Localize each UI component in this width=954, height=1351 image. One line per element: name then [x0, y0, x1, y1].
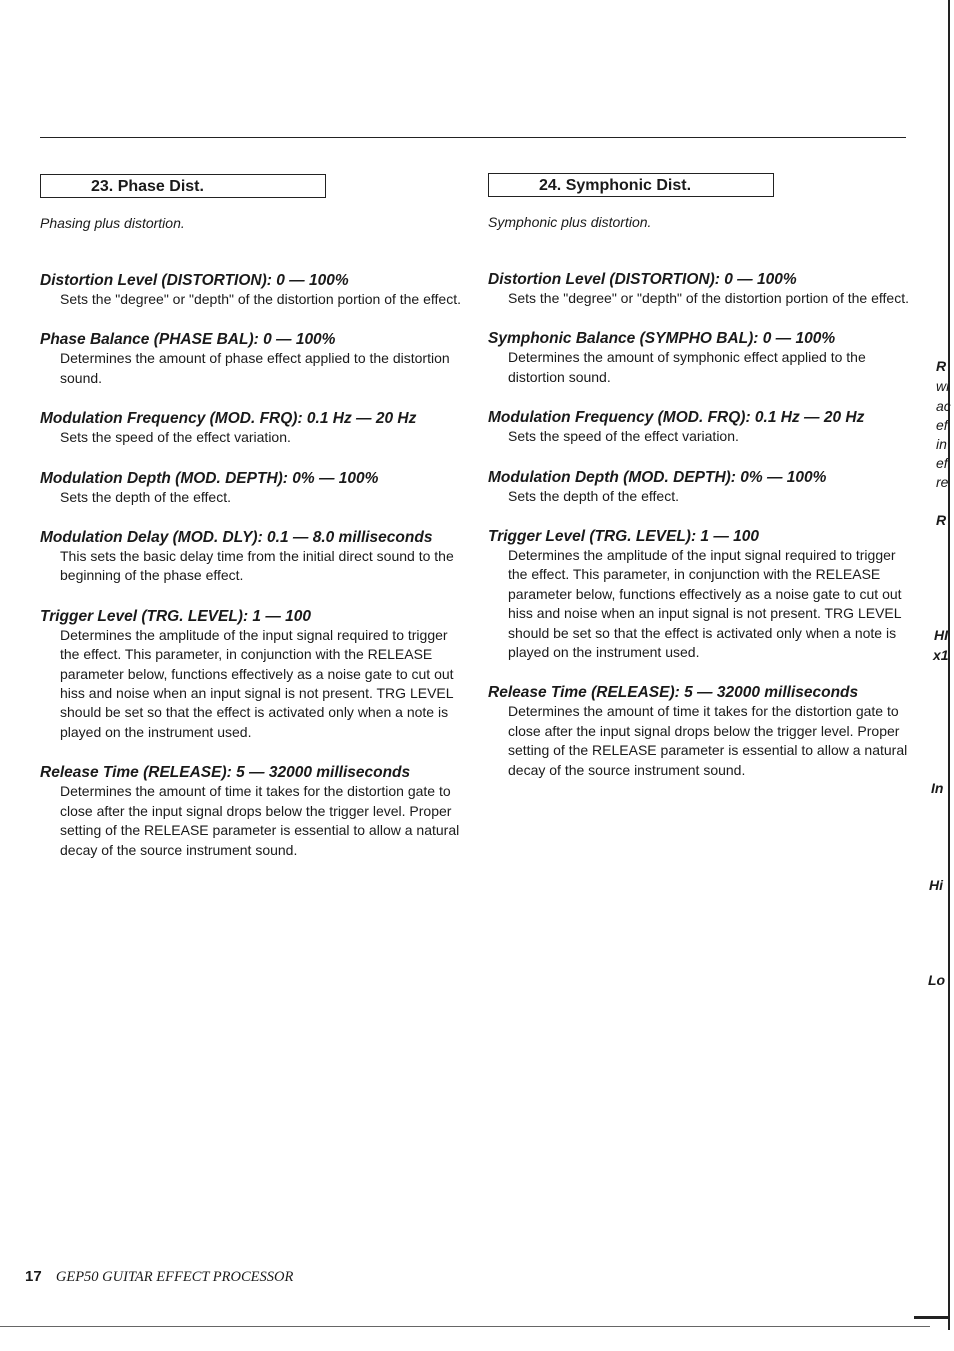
param-description: Sets the "degree" or "depth" of the distortion portion of the effect. [508, 290, 909, 306]
param-title: Trigger Level (TRG. LEVEL): 1 — 100 [488, 528, 760, 546]
param-trigger-level [40, 607, 470, 742]
bleed-text: In [931, 780, 944, 796]
header-rule [40, 137, 906, 138]
section-intro: Phasing plus distortion. [40, 215, 185, 231]
bleed-text: HI [934, 627, 948, 643]
bleed-text: x1 [933, 647, 949, 663]
param-title: Distortion Level (DISTORTION): 0 — 100% [488, 271, 797, 288]
param-distortion-level [488, 270, 918, 308]
param-title: Trigger Level (TRG. LEVEL): 1 — 100 [40, 607, 312, 625]
param-title: Symphonic Balance (SYMPHO BAL): 0 — 100% [488, 330, 836, 348]
param-title: Modulation Depth (MOD. DEPTH): 0% — 100% [40, 469, 379, 487]
bleed-mark [914, 1316, 950, 1319]
bleed-text: ef [936, 455, 948, 471]
param-title: Modulation Delay (MOD. DLY): 0.1 — 8.0 milliseconds [40, 529, 433, 547]
page-footer [25, 1268, 293, 1286]
bleed-text: R [936, 358, 947, 374]
param-description: Sets the depth of the effect. [508, 487, 679, 504]
param-trigger-level [488, 527, 918, 662]
param-modulation-delay [40, 528, 470, 586]
param-description: Sets the speed of the effect variation. [508, 428, 739, 445]
bleed-text: R [936, 512, 947, 528]
section-phase-dist [40, 174, 470, 860]
section-title: 23. Phase Dist. [40, 174, 326, 198]
bleed-text: ac [936, 398, 951, 414]
page-number: 17 [25, 1268, 42, 1285]
footer-title: GEP50 GUITAR EFFECT PROCESSOR [55, 1269, 294, 1285]
param-description: Determines the amplitude of the input signal required to trigger the effect. This parameter, in conjunction with the RELEASE parameter below, functions effectively as a noise gate to cut out hiss and noise when an input signal is not present. TRG LEVEL should be set so that the effect is activated only when a note is played on the instrument used. [508, 547, 902, 661]
param-title: Release Time (RELEASE): 5 — 32000 milliseconds [488, 684, 859, 702]
bleed-text: ef [936, 417, 948, 433]
param-release-time [40, 763, 470, 860]
param-phase-balance [40, 330, 470, 388]
bleed-text: in [936, 436, 947, 452]
param-title: Distortion Level (DISTORTION): 0 — 100% [40, 272, 349, 289]
param-title: Release Time (RELEASE): 5 — 32000 milliseconds [40, 764, 411, 782]
param-title: Modulation Frequency (MOD. FRQ): 0.1 Hz — 20 Hz [488, 409, 865, 427]
footer-rule [0, 1326, 930, 1327]
param-description: Determines the amount of symphonic effect applied to the distortion sound. [508, 349, 866, 385]
param-description: Determines the amplitude of the input signal required to trigger the effect. This parameter, in conjunction with the RELEASE parameter below, functions effectively as a noise gate to cut out hiss and noise when an input signal is not present. TRG LEVEL should be set so that the effect is activated only when a note is played on the instrument used. [60, 626, 454, 740]
param-description: Sets the speed of the effect variation. [60, 429, 291, 446]
param-title: Modulation Depth (MOD. DEPTH): 0% — 100% [488, 468, 827, 486]
param-title: Modulation Frequency (MOD. FRQ): 0.1 Hz — 20 Hz [40, 410, 417, 428]
param-modulation-frequency [488, 408, 918, 446]
bleed-text: wi [936, 378, 950, 394]
section-title: 24. Symphonic Dist. [488, 173, 774, 197]
param-description: This sets the basic delay time from the initial direct sound to the beginning of the phase effect. [60, 548, 454, 584]
param-modulation-depth [488, 468, 918, 506]
param-modulation-depth [40, 469, 470, 507]
param-distortion-level [40, 271, 470, 309]
param-symphonic-balance [488, 329, 918, 387]
section-intro: Symphonic plus distortion. [488, 214, 652, 230]
bleed-text: re [936, 474, 949, 490]
bleed-text: Hi [929, 877, 943, 893]
param-description: Sets the "degree" or "depth" of the distortion portion of the effect. [60, 291, 461, 307]
bleed-text: Lo [928, 972, 946, 988]
param-modulation-frequency [40, 409, 470, 447]
param-description: Determines the amount of time it takes for the distortion gate to close after the input signal drops below the trigger level. Proper setting of the RELEASE parameter is essential to allow a natural decay of the source instrument sound. [60, 783, 460, 858]
section-symphonic-dist [488, 173, 918, 780]
param-description: Determines the amount of phase effect applied to the distortion sound. [60, 350, 450, 386]
param-description: Determines the amount of time it takes for the distortion gate to close after the input signal drops below the trigger level. Proper setting of the RELEASE parameter is essential to allow a natural decay of the source instrument sound. [508, 703, 908, 778]
param-description: Sets the depth of the effect. [60, 488, 231, 505]
param-release-time [488, 683, 918, 780]
param-title: Phase Balance (PHASE BAL): 0 — 100% [40, 331, 336, 349]
page-edge-rule [948, 0, 950, 1330]
